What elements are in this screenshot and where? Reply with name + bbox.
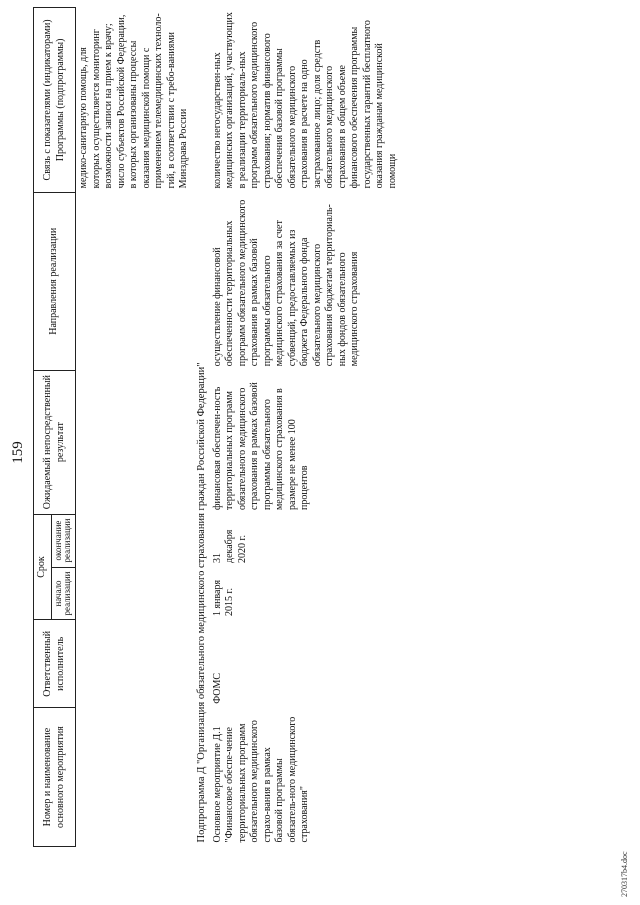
row-executor: ФОМС [211, 672, 223, 704]
document-code: 270317b4.doc [620, 851, 629, 897]
page-number: 159 [10, 441, 26, 464]
table-header [34, 8, 76, 847]
subprogram-title-row [193, 8, 210, 847]
row-start: 1 января 2015 г. [211, 579, 236, 616]
program-table [33, 7, 401, 847]
header-executor: Ответственный исполнитель [34, 620, 76, 708]
header-result: Ожидаемый непосредственный результат [34, 370, 76, 514]
header-start: начало реализации [51, 567, 76, 620]
header-term: Срок [34, 514, 52, 620]
row-event: Основное мероприятие Д.1 "Финансовое обеспе-чение территориальных программ обязательного медицинского страхо-вания в рамках базовой программы обязатель-ного медицинского страхования" [211, 716, 311, 843]
continuation-row [76, 8, 193, 847]
row-directions: осуществление финансовой обеспеченности территориальных программ обязательного медицинского страхования в рамках базовой программы обязательного медицинского страхования за счет субвенций, предоставляемых из бюджета Федерального фонда обязательного медицинского страхования бюджетам территориаль-ных фондов обязательного медицинского страхования [211, 199, 361, 367]
row-result: финансовая обеспечен-ность территориальных программ обязательного медицинского страхования в рамках базовой программы обязательного медицинского страхования в размере не менее 100 процентов [211, 382, 311, 511]
continuation-indicators: медико-санитарную помощь, для которых осуществляется мониторинг возможности записи на прием к врачу; число субъектов Российской Федерации, в которых организованы процессы оказания медицинской помощи с применением телемедицинских техноло-гий, в соответствии с требо-ваниями Минздрава России [78, 13, 190, 189]
header-end: окончание реализации [51, 514, 76, 567]
header-directions: Направления реализации [34, 192, 76, 370]
header-event: Номер и наименование основного мероприятия [34, 708, 76, 847]
subprogram-title: Подпрограмма Д "Организация обязательного медицинского страхования граждан Российской Федерации" [195, 362, 207, 843]
table-row [210, 8, 402, 847]
row-indicators: количество негосударствен-ных медицинских организаций, участвующих в реализации территориаль-ных программ обязательного медицинского страхования; норматив финансового обеспечения базовой программы обязательного медицинского страхования в расчете на одно застрахованное лицо; доля средств обязательного медицинского страхования в общем объеме финансового обеспечения программы государственных гарантий бесплатного оказания гражданам медицинской помощи [211, 12, 398, 189]
header-indicators: Связь с показателями (индикаторами) Программы (подпрограммы) [34, 8, 76, 193]
row-end: 31 декабря 2020 г. [211, 529, 248, 564]
